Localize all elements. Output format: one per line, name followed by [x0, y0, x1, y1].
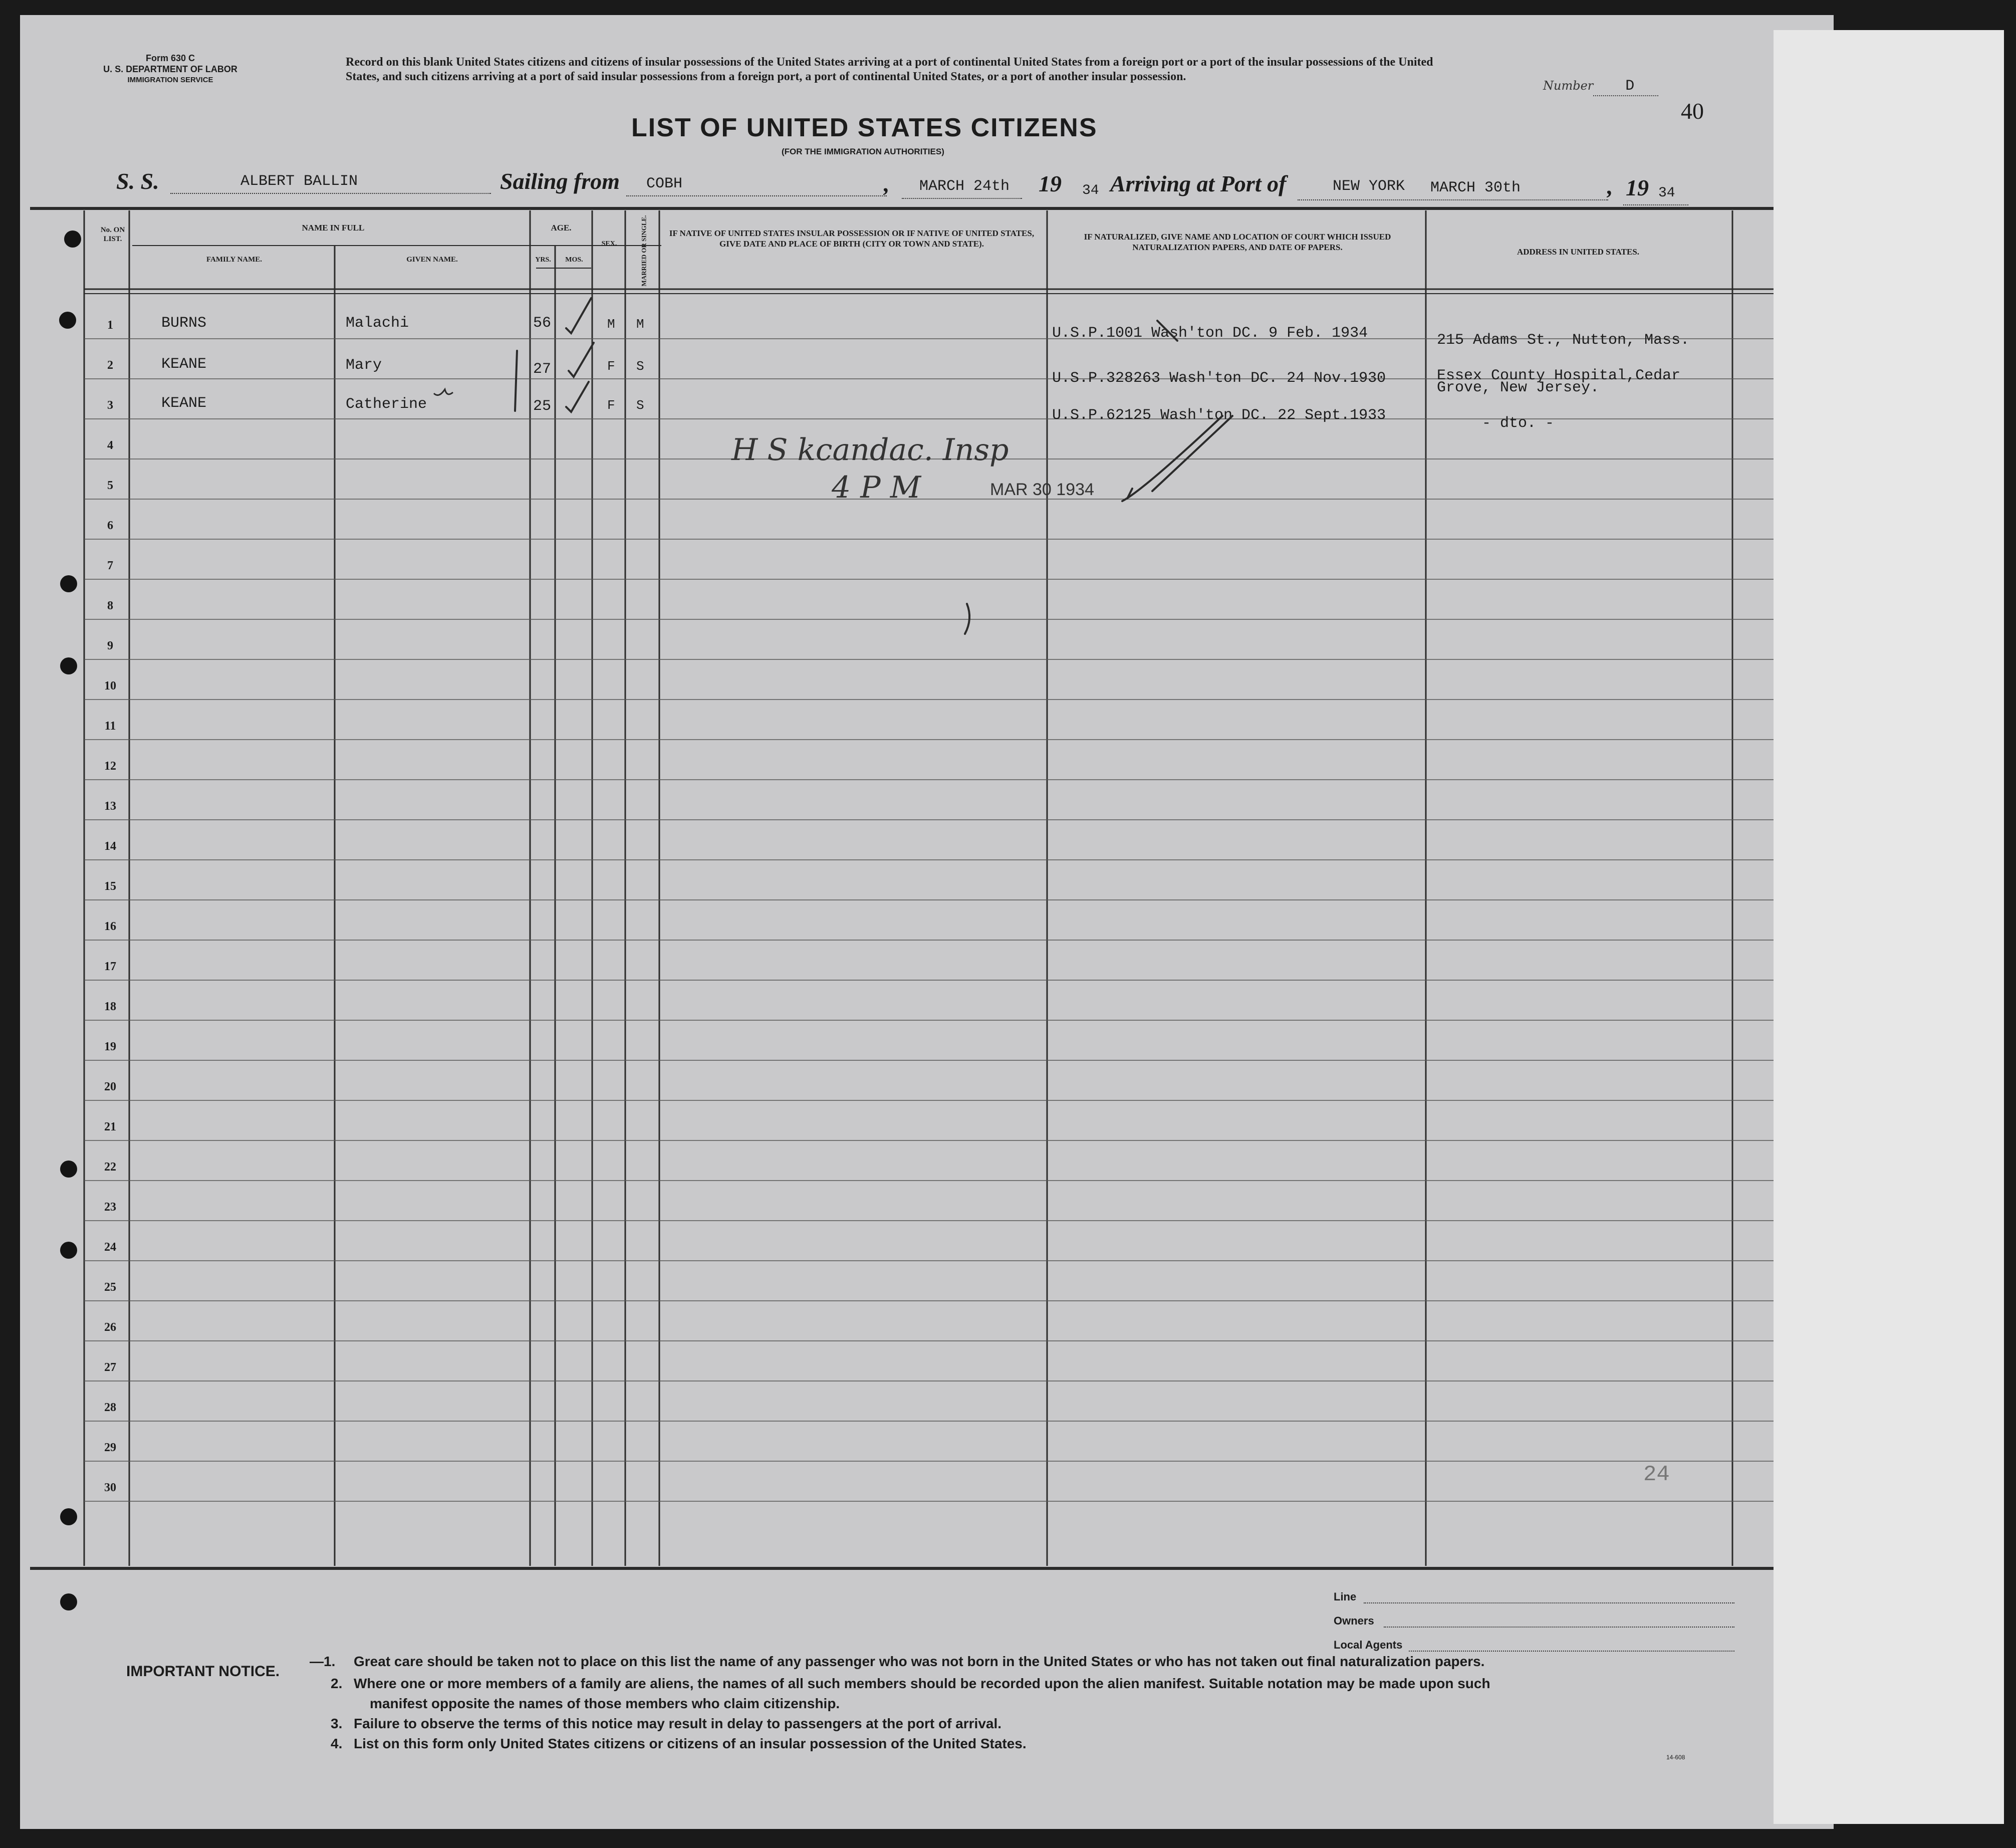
row-number: 4 — [107, 439, 113, 452]
sex: F — [607, 359, 615, 374]
number-value: D — [1625, 78, 1635, 95]
row-number: 15 — [104, 880, 116, 893]
naturalization: U.S.P.1001 Wash'ton DC. 9 Feb. 1934 — [1052, 325, 1368, 342]
comma: , — [1607, 173, 1613, 199]
col-header-family: FAMILY NAME. — [206, 256, 263, 264]
notice-3: Failure to observe the terms of this notice may result in delay to passengers at the port of arrival. — [354, 1716, 1002, 1731]
family-name: BURNS — [161, 315, 207, 332]
col-header-naturalized: IF NATURALIZED, GIVE NAME AND LOCATION OF COURT WHICH ISSUED NATURALIZATION PAPERS, AND DATE OF PAPERS. — [1084, 232, 1391, 252]
row-number: 25 — [104, 1281, 116, 1294]
row-number: 22 — [104, 1161, 116, 1174]
date-to: MARCH 30th — [1430, 179, 1521, 196]
date-from: MARCH 24th — [919, 178, 1010, 195]
department: U. S. DEPARTMENT OF LABOR — [103, 64, 237, 74]
age-years: 56 — [533, 315, 552, 332]
port-to: NEW YORK — [1333, 178, 1405, 195]
col-header-mos: MOS. — [565, 256, 583, 264]
row-number: 19 — [104, 1040, 116, 1053]
arriving-label: Arriving at Port of — [1110, 171, 1287, 196]
col-header-yrs: YRS. — [535, 256, 551, 264]
ship-name: ALBERT BALLIN — [240, 173, 358, 190]
address: 215 Adams St., Nutton, Mass. — [1437, 332, 1690, 349]
row-number: 1 — [107, 319, 113, 332]
given-name: Malachi — [346, 315, 409, 332]
arrival-date-stamp: MAR 30 1934 — [990, 480, 1094, 499]
owners-field — [1384, 1627, 1734, 1628]
col-header-address: ADDRESS IN UNITED STATES. — [1517, 247, 1640, 257]
row-number: 3 — [107, 399, 113, 412]
row-number: 14 — [104, 840, 116, 853]
given-name: Catherine — [346, 396, 427, 413]
family-name: KEANE — [161, 395, 207, 412]
row-number: 30 — [104, 1481, 116, 1494]
marital-status: M — [636, 317, 644, 332]
form-instruction: Record on this blank United States citizens and citizens of insular possessions of the United States arriving at a port of continental United States from a foreign port or a port of the insular possessions of the United States, and such citizens arriving at a port of said insular possessions from a foreign port, a port of continental United States, or a port of another insular possession. — [346, 56, 1433, 83]
row-number: 2 — [107, 359, 113, 372]
col-header-married: MARRIED OR SINGLE. — [640, 215, 648, 287]
owners-label: Owners — [1334, 1614, 1374, 1627]
col-header-sex: SEX. — [601, 240, 617, 248]
notice-2-number: 2. — [331, 1676, 343, 1691]
marital-status: S — [636, 359, 644, 374]
row-number: 16 — [104, 920, 116, 933]
col-header-name-in-full: NAME IN FULL — [302, 223, 365, 233]
row-number: 27 — [104, 1361, 116, 1374]
notice-4-number: 4. — [331, 1736, 343, 1751]
naturalization: U.S.P.62125 Wash'ton DC. 22 Sept.1933 — [1052, 407, 1386, 424]
col-header-no: No. ON LIST. — [100, 226, 125, 243]
stamp-time: 4 P M — [832, 470, 921, 505]
row-number: 20 — [104, 1080, 116, 1093]
row-number: 12 — [104, 760, 116, 773]
row-number: 24 — [104, 1241, 116, 1254]
row-number: 13 — [104, 800, 116, 813]
col-header-given: GIVEN NAME. — [406, 256, 458, 264]
page-title: LIST OF UNITED STATES CITIZENS — [631, 113, 1098, 142]
line-field — [1364, 1602, 1734, 1603]
row-number: 18 — [104, 1000, 116, 1013]
row-number: 28 — [104, 1401, 116, 1414]
handwritten-inspector-signature: H S kcandac. Insp — [731, 432, 1009, 468]
number-label: Number — [1543, 79, 1594, 93]
row-number: 6 — [107, 519, 113, 532]
print-code: 14-608 — [1666, 1754, 1685, 1761]
given-name: Mary — [346, 357, 382, 374]
row-number: 10 — [104, 679, 116, 692]
notice-1-number: —1. — [310, 1654, 336, 1669]
line-label: Line — [1334, 1590, 1357, 1603]
address: Essex County Hospital,Cedar Grove, New Jersey. — [1437, 367, 1681, 396]
row-number: 23 — [104, 1201, 116, 1214]
age-years: 25 — [533, 398, 552, 415]
page-subtitle: (FOR THE IMMIGRATION AUTHORITIES) — [782, 147, 944, 156]
row-number: 8 — [107, 599, 113, 612]
year-to: 34 — [1658, 185, 1675, 201]
row-number: 17 — [104, 960, 116, 973]
notice-2b: manifest opposite the names of those members who claim citizenship. — [370, 1696, 840, 1711]
port-from: COBH — [646, 175, 683, 192]
row-number: 29 — [104, 1441, 116, 1454]
local-agents-label: Local Agents — [1334, 1639, 1403, 1651]
year-from: 34 — [1082, 183, 1099, 198]
row-number: 9 — [107, 639, 113, 652]
marital-status: S — [636, 398, 644, 413]
sex: M — [607, 317, 615, 332]
row-number: 21 — [104, 1120, 116, 1133]
notice-2a: Where one or more members of a family are aliens, the names of all such members should be recorded upon the alien manifest. Suitable notation may be made upon such — [354, 1676, 1490, 1691]
naturalization: U.S.P.328263 Wash'ton DC. 24 Nov.1930 — [1052, 370, 1386, 387]
service: IMMIGRATION SERVICE — [127, 76, 213, 84]
notice-4: List on this form only United States citizens or citizens of an insular possession of the United States. — [354, 1736, 1027, 1751]
row-number: 26 — [104, 1321, 116, 1334]
form-number: Form 630 C — [145, 53, 195, 63]
page-number: 40 — [1681, 98, 1704, 124]
row-number: 11 — [104, 720, 116, 733]
family-name: KEANE — [161, 356, 207, 373]
ss-label: S. S. — [116, 168, 159, 194]
row-number: 7 — [107, 559, 113, 572]
row-number: 5 — [107, 479, 113, 492]
age-years: 27 — [533, 361, 552, 378]
sex: F — [607, 398, 615, 413]
year-prefix-from: 19 — [1039, 171, 1062, 196]
notice-1: Great care should be taken not to place on this list the name of any passenger who was not born in the United States or who has not taken out final naturalization papers. — [354, 1654, 1485, 1669]
year-prefix-to: 19 — [1626, 175, 1649, 200]
notice-3-number: 3. — [331, 1716, 343, 1731]
address: - dto. - — [1482, 415, 1555, 432]
margin-number: 24 — [1643, 1462, 1670, 1487]
col-header-age: AGE. — [551, 223, 572, 233]
notice-heading: IMPORTANT NOTICE. — [126, 1663, 280, 1680]
comma: , — [884, 171, 890, 196]
sailing-from-label: Sailing from — [500, 168, 620, 194]
col-header-native: IF NATIVE OF UNITED STATES INSULAR POSSESSION OR IF NATIVE OF UNITED STATES, GIVE DATE AND PLACE OF BIRTH (CITY OR TOWN AND STATE). — [669, 228, 1035, 249]
